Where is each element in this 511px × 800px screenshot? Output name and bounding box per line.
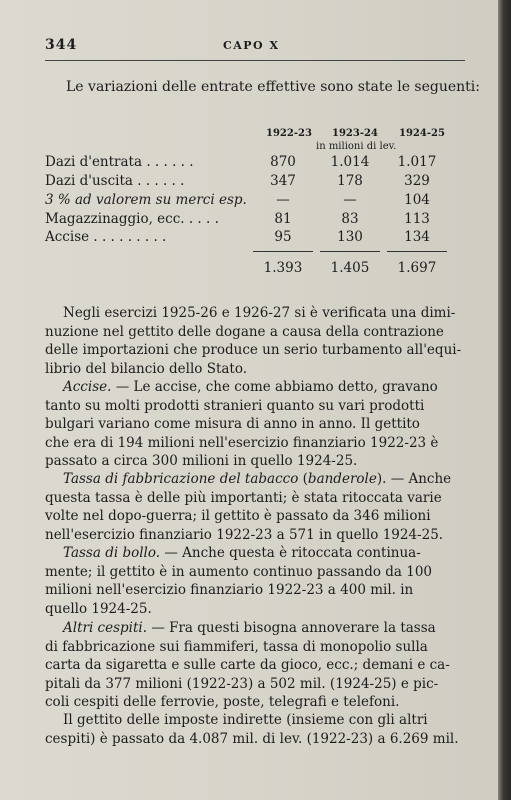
text-line: di fabbricazione sui fiammiferi, tassa di monopolio sulla (45, 638, 428, 655)
text-line: — Le accise, che come abbiamo detto, gravano (111, 379, 438, 395)
col-year-1924-25: 1924-25 (399, 128, 445, 139)
chapter-title: CAPO X (223, 39, 280, 52)
text-line: questa tassa è delle più importanti; è stata ritoccata varie (45, 489, 442, 506)
paragraph-accise (45, 378, 465, 471)
table-intro: Le variazioni delle entrate effettive sono state le seguenti: (66, 79, 480, 95)
text-line: . — Anche (382, 471, 452, 487)
text-line: carta da sigaretta e sulle carte da gioco, ecc.; demani e ca- (45, 657, 450, 673)
paragraph-altri-cespiti (45, 619, 465, 712)
section-title: Accise. (63, 379, 112, 395)
cell-value: 81 (274, 211, 292, 227)
text-line: pitali da 377 milioni (1922-23) a 502 mil. (1924-25) e pic- (45, 675, 439, 692)
text-line: mente; il gettito è in aumento continuo passando da 100 (45, 563, 432, 580)
text-line: — Fra questi bisogna annoverare la tassa (147, 620, 436, 636)
sum-rule (253, 251, 313, 252)
text-line: coli cespiti delle ferrovie, poste, telegrafi e telefoni. (45, 694, 400, 710)
col-year-1923-24: 1923-24 (332, 128, 378, 139)
header-rule (45, 60, 465, 61)
total-value: 1.393 (263, 260, 303, 276)
paragraph-dogane (45, 304, 465, 378)
text-line: quello 1924-25. (45, 600, 152, 617)
section-title-sub: banderole (307, 471, 377, 487)
cell-value: 1.017 (397, 154, 437, 170)
cell-value: 130 (337, 229, 363, 245)
col-year-1922-23: 1922-23 (266, 128, 312, 139)
text-line: passato a circa 300 milioni in quello 1924-25. (45, 453, 358, 469)
total-value: 1.697 (397, 260, 437, 276)
text-line: tanto su molti prodotti stranieri quanto su vari prodotti (45, 397, 425, 414)
cell-value: 95 (274, 229, 292, 245)
text-line: che era di 194 milioni nell'esercizio finanziario 1922-23 è (45, 434, 439, 451)
text-line: nell'esercizio finanziario 1922-23 a 571 in quello 1924-25. (45, 526, 444, 543)
cell-value: 134 (404, 229, 430, 245)
total-value: 1.405 (330, 260, 370, 276)
cell-value: 104 (404, 192, 430, 208)
row-label: Dazi d'entrata . . . . . . (45, 154, 194, 170)
section-title: Tassa di fabbricazione del tabacco (63, 471, 299, 487)
cell-value: — (343, 192, 357, 208)
sum-rule (320, 251, 380, 252)
cell-value: — (276, 192, 290, 208)
text-line: volte nel dopo-guerra; il gettito è passato da 346 milioni (45, 508, 431, 524)
paragraph-tabacco: Tassa di fabbricazione del tabacco (banderole). — Anche questa tassa è delle più importanti; è stata ritoccata varie volte nel dopo-guerra; il gettito è passato da 346 milioni nell'esercizio finanziario 1922-23 a 571 in quello 1924-25. (45, 470, 465, 544)
cell-value: 83 (341, 211, 359, 227)
page-number: 344 (45, 37, 78, 53)
text-line: librio del bilancio dello Stato. (45, 360, 248, 377)
unit-note: in milioni di lev. (316, 141, 397, 152)
cell-value: 178 (337, 173, 363, 189)
row-label: Accise . . . . . . . . . (45, 229, 167, 245)
section-title: Altri cespiti. (63, 620, 148, 636)
paragraph-imposte-indirette (45, 711, 465, 748)
row-label: 3 % ad valorem su merci esp. (45, 192, 247, 208)
row-label: Dazi d'uscita . . . . . . (45, 173, 185, 189)
cell-value: 347 (270, 173, 296, 189)
text-line: nuzione nel gettito delle dogane a causa della contrazione (45, 323, 444, 340)
cell-value: 870 (270, 154, 296, 170)
text-line: bulgari variano come misura di anno in anno. Il gettito (45, 416, 420, 432)
text-line: Negli esercizi 1925-26 e 1926-27 si è verificata una dimi- (63, 305, 456, 321)
text-line: milioni nell'esercizio finanziario 1922-23 a 400 mil. in (45, 582, 414, 598)
row-label: Magazzinaggio, ecc. . . . . (45, 211, 219, 227)
text-line: delle importazioni che produce un serio turbamento all'equi- (45, 342, 462, 358)
section-title: Tassa di bollo. (63, 545, 161, 561)
cell-value: 113 (404, 211, 430, 227)
sum-rule (387, 251, 447, 252)
text-line: cespiti) è passato da 4.087 mil. di lev. (1922-23) a 6.269 mil. (45, 730, 459, 747)
page-edge (498, 0, 511, 800)
paragraph-bollo (45, 544, 465, 618)
text-line: Il gettito delle imposte indirette (insieme con gli altri (63, 712, 428, 728)
cell-value: 1.014 (330, 154, 370, 170)
cell-value: 329 (404, 173, 430, 189)
text-line: — Anche questa è ritoccata continua- (160, 545, 421, 561)
